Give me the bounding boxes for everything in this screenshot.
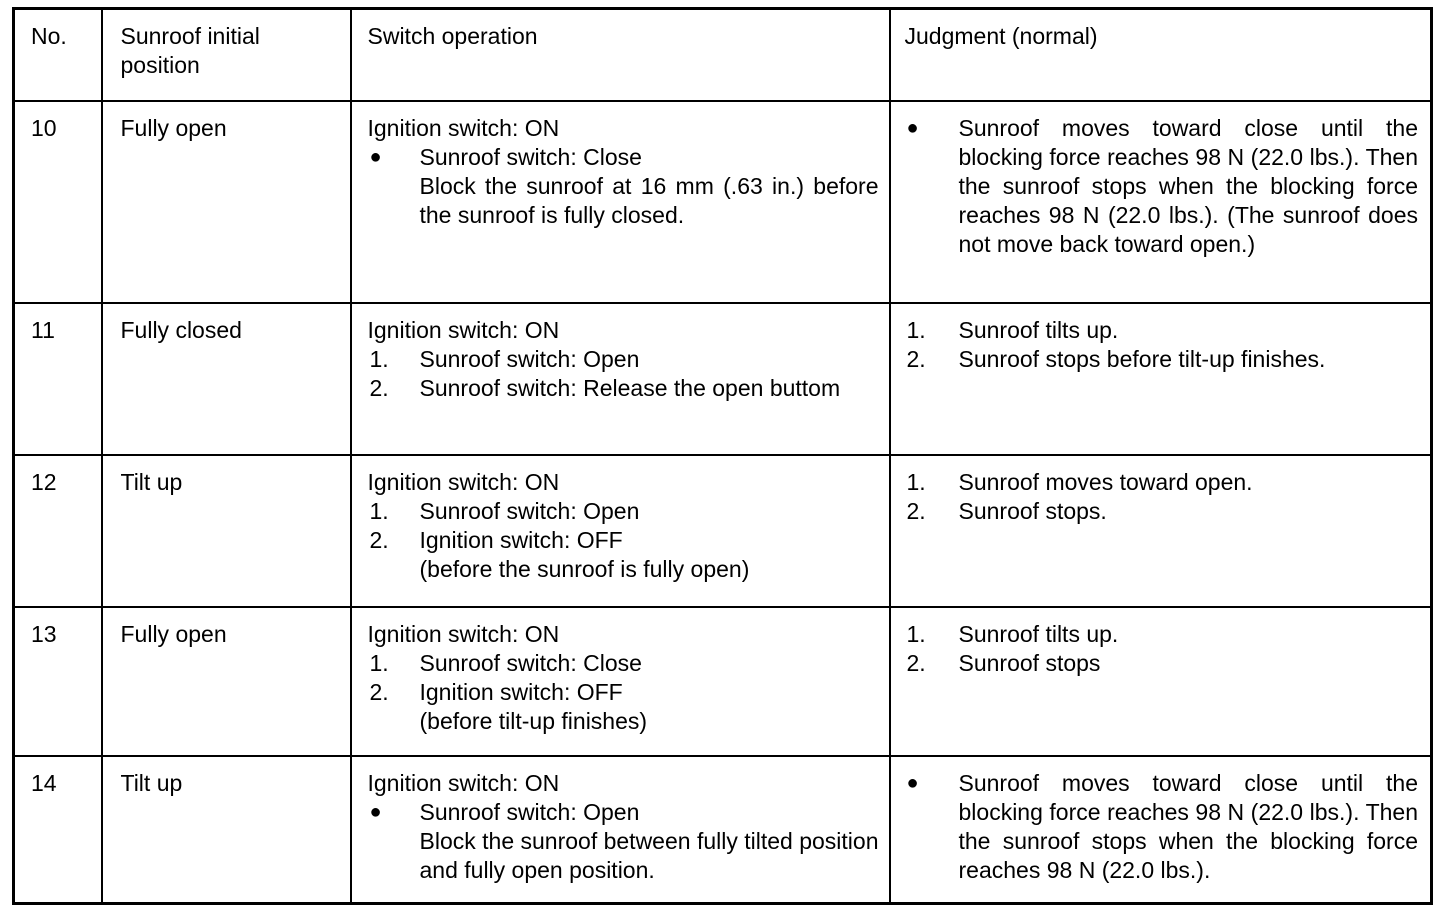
judgment-item-text: Sunroof moves toward open. <box>958 469 1253 495</box>
operation-item <box>368 678 879 707</box>
row-number: 14 <box>14 756 102 904</box>
number-marker: 2. <box>906 650 926 676</box>
row-initial-position: Fully open <box>102 101 351 303</box>
sunroof-test-table <box>12 7 1433 905</box>
operation-item-text: (before tilt-up finishes) <box>419 708 648 734</box>
number-marker: 1. <box>369 650 389 676</box>
operation-item-text: (before the sunroof is fully open) <box>419 556 750 582</box>
operation-item <box>368 345 879 374</box>
operation-item <box>368 707 879 736</box>
operation-item-text: Ignition switch: OFF <box>419 527 623 553</box>
judgment-item-text: Sunroof stops. <box>958 498 1107 524</box>
table-row <box>14 303 1432 455</box>
row-judgment <box>890 303 1432 455</box>
row-number: 10 <box>14 101 102 303</box>
operation-item <box>368 497 879 526</box>
row-initial-position: Tilt up <box>102 756 351 904</box>
operation-intro: Ignition switch: ON <box>367 621 560 647</box>
operation-item <box>368 649 879 678</box>
judgment-item <box>905 649 1419 678</box>
row-initial-position: Fully open <box>102 607 351 756</box>
header-operation: Switch operation <box>351 9 890 102</box>
judgment-item <box>905 497 1419 526</box>
judgment-item-text: Sunroof tilts up. <box>958 621 1119 647</box>
row-number: 12 <box>14 455 102 607</box>
row-switch-operation <box>351 756 890 904</box>
operation-item-text: Sunroof switch: Open <box>419 498 640 524</box>
judgment-item-text: Sunroof moves toward close until the blocking force reaches 98 N (22.0 lbs.). Then the sunroof stops when the blocking force reaches 98 N (22.0 lbs.). <box>958 770 1418 883</box>
table-header-row <box>14 9 1432 102</box>
header-position: Sunroof initial position <box>102 9 351 102</box>
operation-item <box>368 555 879 584</box>
number-marker: 2. <box>369 679 389 705</box>
number-marker: 1. <box>906 469 926 495</box>
number-marker: 1. <box>369 498 389 524</box>
judgment-item-text: Sunroof tilts up. <box>958 317 1119 343</box>
row-judgment <box>890 101 1432 303</box>
judgment-item <box>905 345 1419 374</box>
row-judgment <box>890 607 1432 756</box>
operation-item <box>368 374 879 403</box>
operation-item-text: Ignition switch: OFF <box>419 679 623 705</box>
number-marker: 1. <box>906 317 926 343</box>
row-initial-position: Tilt up <box>102 455 351 607</box>
judgment-item <box>905 769 1419 885</box>
operation-item-text: Sunroof switch: Close <box>419 650 642 676</box>
table-row <box>14 756 1432 904</box>
judgment-item <box>905 468 1419 497</box>
judgment-item-text: Sunroof stops before tilt-up finishes. <box>958 346 1326 372</box>
row-judgment <box>890 756 1432 904</box>
operation-item-text: Sunroof switch: Close <box>419 144 642 170</box>
operation-intro: Ignition switch: ON <box>367 317 560 343</box>
table-row <box>14 455 1432 607</box>
table-row <box>14 101 1432 303</box>
judgment-item-text: Sunroof stops <box>958 650 1101 676</box>
operation-item-text: Block the sunroof at 16 mm (.63 in.) before the sunroof is fully closed. <box>419 173 879 228</box>
header-judgment: Judgment (normal) <box>890 9 1432 102</box>
row-switch-operation <box>351 303 890 455</box>
operation-item <box>368 143 879 172</box>
bullet-marker: ● <box>369 801 382 823</box>
table-row <box>14 607 1432 756</box>
operation-intro: Ignition switch: ON <box>367 770 560 796</box>
row-initial-position: Fully closed <box>102 303 351 455</box>
number-marker: 2. <box>369 375 389 401</box>
number-marker: 2. <box>369 527 389 553</box>
row-judgment <box>890 455 1432 607</box>
operation-item <box>368 827 879 885</box>
row-switch-operation <box>351 455 890 607</box>
bullet-marker: ● <box>906 117 919 139</box>
row-switch-operation <box>351 101 890 303</box>
header-no: No. <box>14 9 102 102</box>
number-marker: 1. <box>906 621 926 647</box>
operation-item-text: Sunroof switch: Open <box>419 346 640 372</box>
row-number: 11 <box>14 303 102 455</box>
judgment-item <box>905 620 1419 649</box>
operation-item-text: Sunroof switch: Open <box>419 799 640 825</box>
row-number: 13 <box>14 607 102 756</box>
judgment-item <box>905 316 1419 345</box>
number-marker: 2. <box>906 498 926 524</box>
number-marker: 2. <box>906 346 926 372</box>
operation-item <box>368 798 879 827</box>
bullet-marker: ● <box>906 772 919 794</box>
judgment-item <box>905 114 1419 259</box>
operation-item-text: Block the sunroof between fully tilted position and fully open position. <box>419 828 879 883</box>
row-switch-operation <box>351 607 890 756</box>
bullet-marker: ● <box>369 146 382 168</box>
number-marker: 1. <box>369 346 389 372</box>
operation-item-text: Sunroof switch: Release the open buttom <box>419 375 841 401</box>
operation-item <box>368 172 879 230</box>
operation-intro: Ignition switch: ON <box>367 115 560 141</box>
operation-intro: Ignition switch: ON <box>367 469 560 495</box>
operation-item <box>368 526 879 555</box>
judgment-item-text: Sunroof moves toward close until the blocking force reaches 98 N (22.0 lbs.). Then the sunroof stops when the blocking force reaches 98 N (22.0 lbs.). (The sunroof does not move back toward open.) <box>958 115 1418 257</box>
